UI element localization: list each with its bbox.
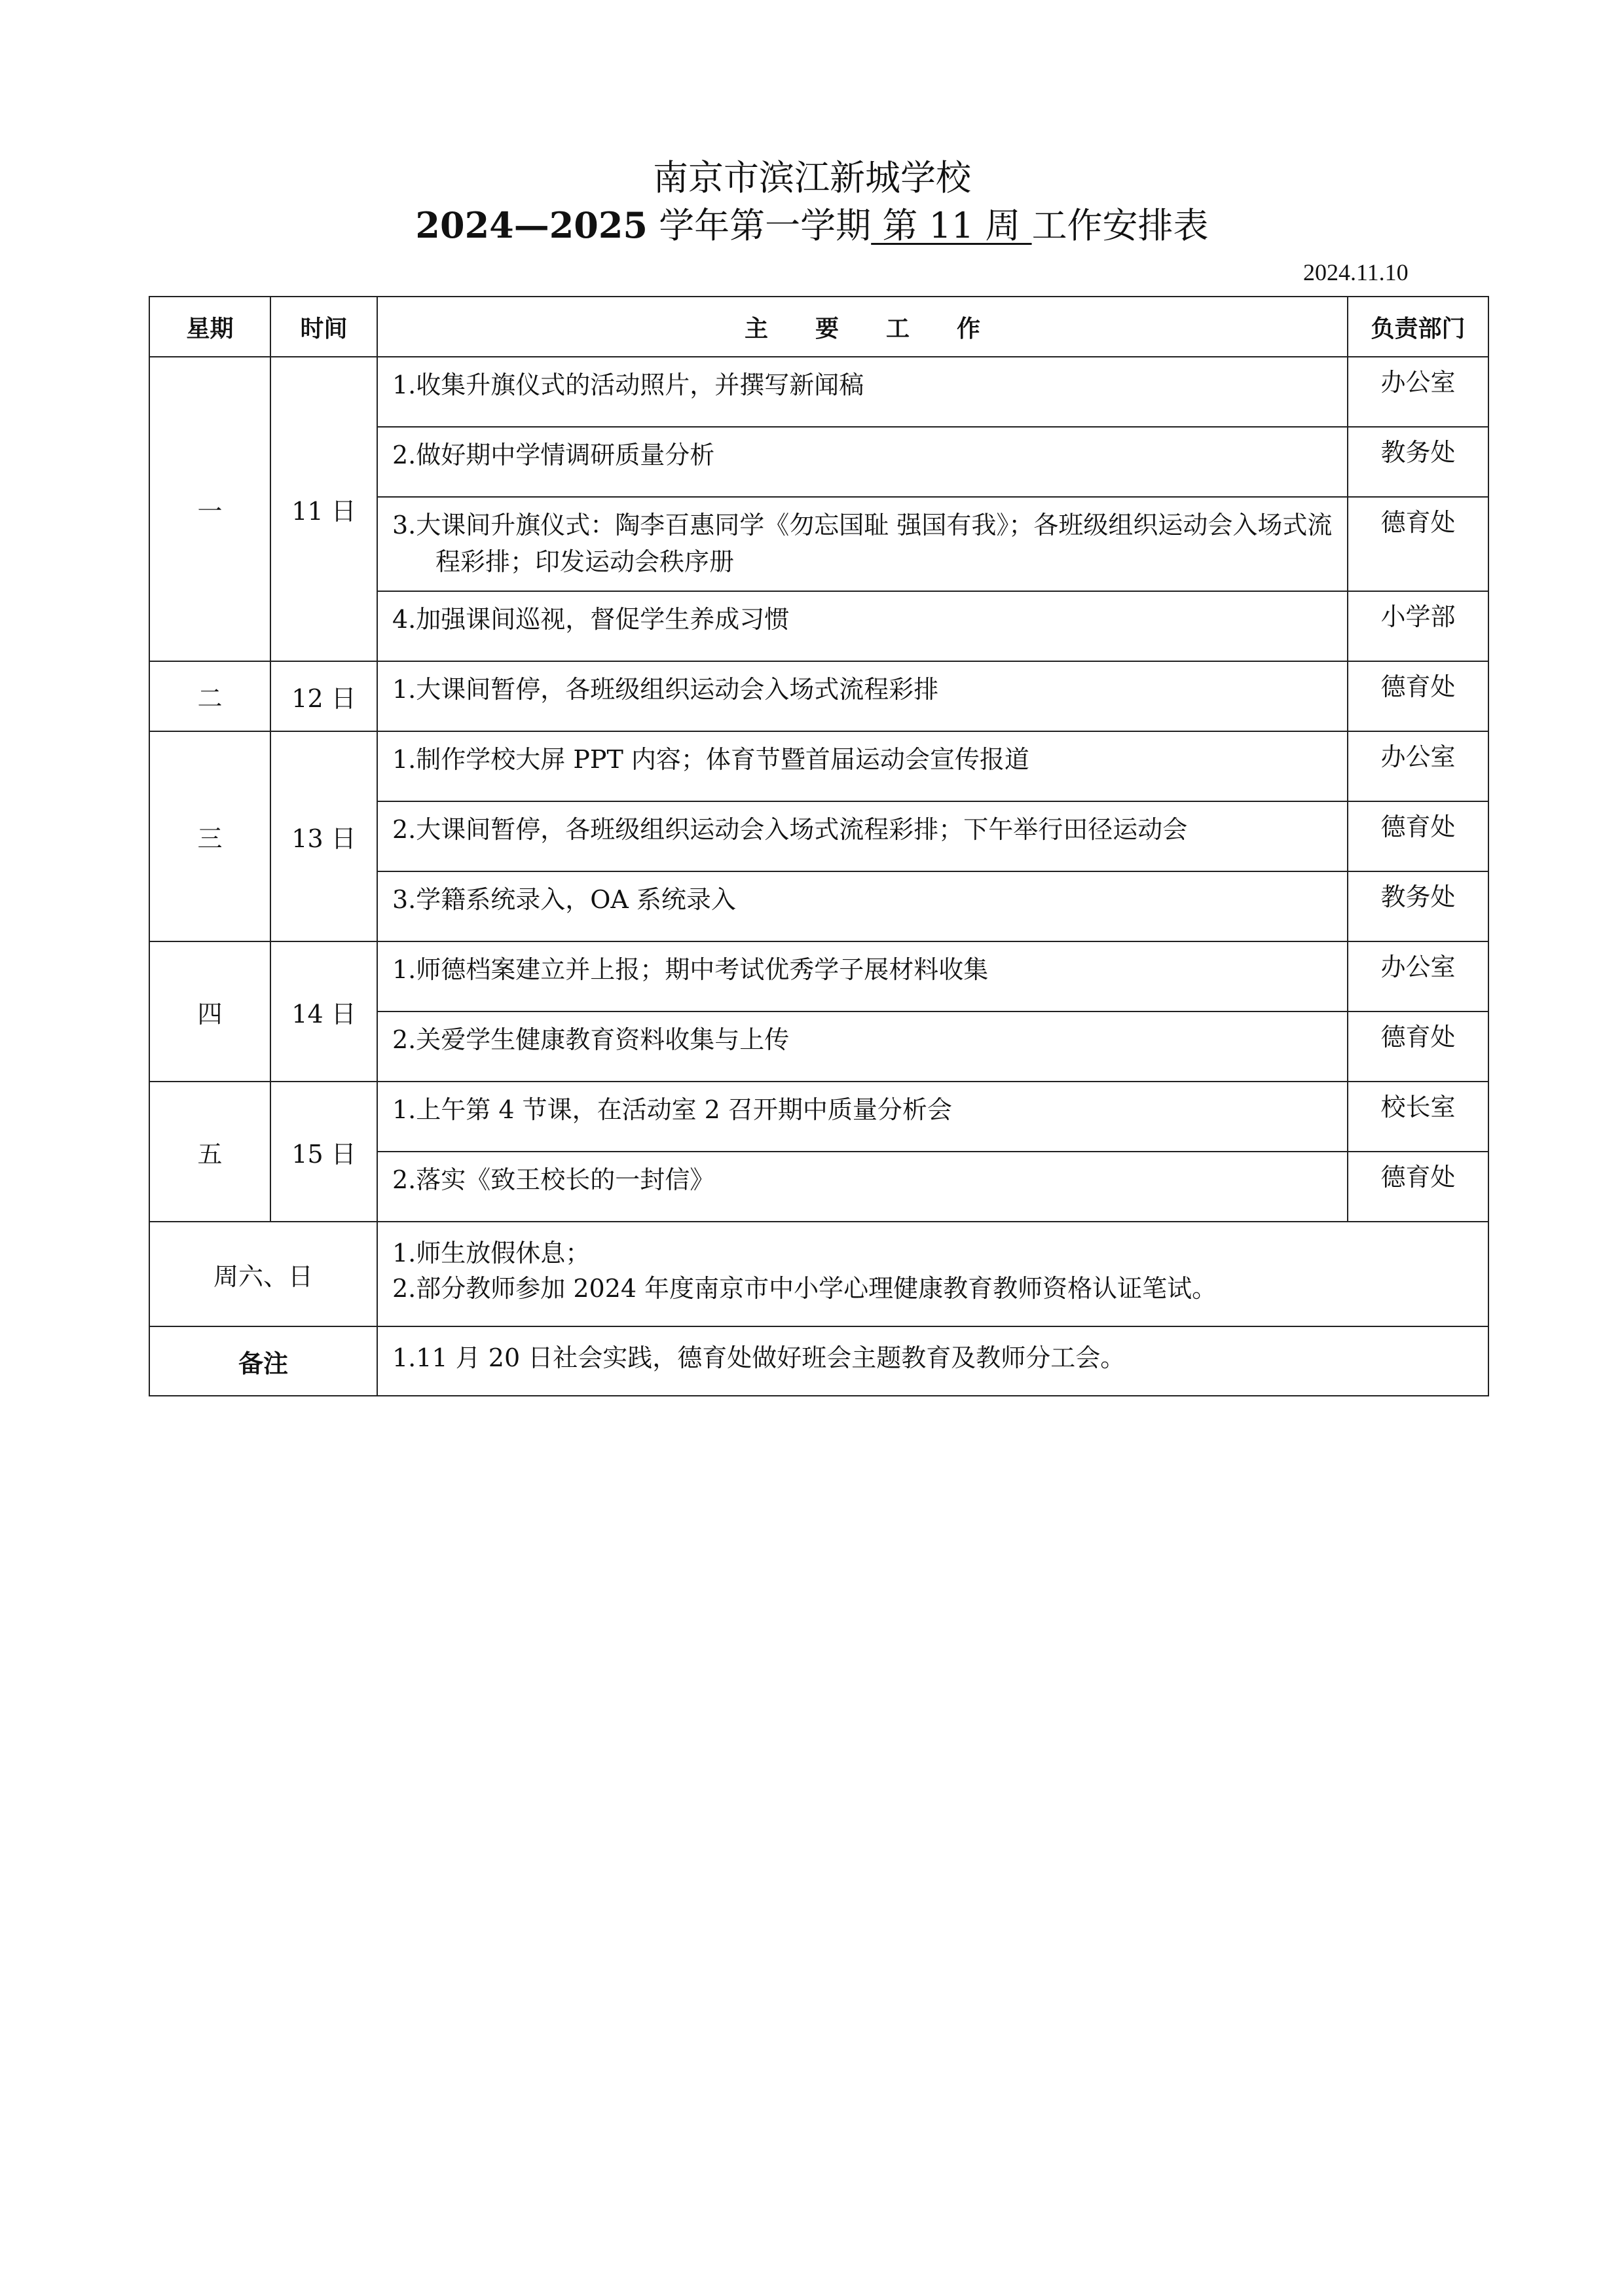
dept-cell: 德育处 (1348, 1152, 1488, 1222)
work-cell: 1.大课间暂停，各班级组织运动会入场式流程彩排 (377, 661, 1348, 731)
dept-cell: 办公室 (1348, 357, 1488, 427)
date-cell: 14 日 (270, 941, 377, 1082)
day-cell: 二 (149, 661, 270, 731)
day-cell: 四 (149, 941, 270, 1082)
weekend-line: 2.部分教师参加 2024 年度南京市中小学心理健康教育教师资格认证笔试。 (392, 1274, 1217, 1303)
dept-cell: 德育处 (1348, 497, 1488, 591)
work-cell: 4.加强课间巡视，督促学生养成习惯 (377, 591, 1348, 661)
work-cell: 1.上午第 4 节课，在活动室 2 召开期中质量分析会 (377, 1082, 1348, 1152)
work-cell: 2.做好期中学情调研质量分析 (377, 427, 1348, 497)
note-content: 1.11 月 20 日社会实践，德育处做好班会主题教育及教师分工会。 (377, 1326, 1488, 1396)
work-cell: 1.收集升旗仪式的活动照片，并撰写新闻稿 (377, 357, 1348, 427)
schedule-title (0, 200, 1624, 251)
weekend-content (377, 1222, 1488, 1326)
dept-cell: 德育处 (1348, 661, 1488, 731)
dept-cell: 教务处 (1348, 871, 1488, 941)
note-label: 备注 (149, 1326, 377, 1396)
dept-cell: 校长室 (1348, 1082, 1488, 1152)
term-years: 2024—2025 (415, 204, 648, 246)
work-cell: 2.落实《致王校长的一封信》 (377, 1152, 1348, 1222)
schedule-table (149, 296, 1489, 1396)
table-header-row (149, 297, 1488, 357)
issue-date: 2024.11.10 (1303, 259, 1409, 285)
date-cell: 13 日 (270, 731, 377, 941)
note-row (149, 1326, 1488, 1396)
day-cell: 五 (149, 1082, 270, 1222)
dept-cell: 办公室 (1348, 941, 1488, 1011)
work-cell: 3.大课间升旗仪式：陶李百惠同学《勿忘国耻 强国有我》；各班级组织运动会入场式流程彩排；印发运动会秩序册 (377, 497, 1348, 591)
weekend-label: 周六、日 (149, 1222, 377, 1326)
term-text: 学年第一学期 (648, 205, 872, 246)
work-cell: 2.关爱学生健康教育资料收集与上传 (377, 1011, 1348, 1082)
week-label: 第 11 周 (871, 205, 1032, 246)
day-cell: 一 (149, 357, 270, 661)
table-row (149, 357, 1488, 427)
table-row (149, 1082, 1488, 1152)
header-day: 星期 (149, 297, 270, 357)
dept-cell: 教务处 (1348, 427, 1488, 497)
weekend-line: 1.师生放假休息； (392, 1239, 591, 1267)
title-suffix: 工作安排表 (1031, 205, 1209, 246)
work-cell: 2.大课间暂停，各班级组织运动会入场式流程彩排；下午举行田径运动会 (377, 801, 1348, 871)
work-cell: 1.制作学校大屏 PPT 内容；体育节暨首届运动会宣传报道 (377, 731, 1348, 801)
dept-cell: 小学部 (1348, 591, 1488, 661)
date-cell: 12 日 (270, 661, 377, 731)
school-title: 南京市滨江新城学校 (653, 157, 971, 198)
weekend-row (149, 1222, 1488, 1326)
work-cell: 1.师德档案建立并上报；期中考试优秀学子展材料收集 (377, 941, 1348, 1011)
work-cell: 3.学籍系统录入，OA 系统录入 (377, 871, 1348, 941)
table-row (149, 731, 1488, 801)
date-cell: 11 日 (270, 357, 377, 661)
table-row (149, 661, 1488, 731)
dept-cell: 德育处 (1348, 1011, 1488, 1082)
header-time: 时间 (270, 297, 377, 357)
day-cell: 三 (149, 731, 270, 941)
table-row (149, 941, 1488, 1011)
dept-cell: 办公室 (1348, 731, 1488, 801)
dept-cell: 德育处 (1348, 801, 1488, 871)
header-work: 主 要 工 作 (377, 297, 1348, 357)
date-cell: 15 日 (270, 1082, 377, 1222)
header-dept: 负责部门 (1348, 297, 1488, 357)
